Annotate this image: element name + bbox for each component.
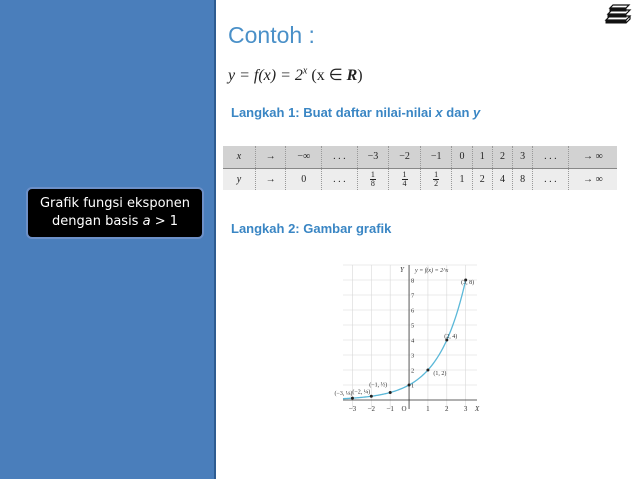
table-cell: 2 [472, 168, 492, 190]
x-tick-label: −2 [367, 405, 376, 413]
table-cell: −∞ [286, 146, 322, 168]
table-cell: 0 [286, 168, 322, 190]
data-point [426, 369, 429, 372]
x-tick-label: O [401, 405, 407, 413]
formula-lhs: y = f(x) = 2 [228, 67, 303, 84]
topic-line-2-pre: dengan basis [52, 214, 143, 229]
data-point-label: (1, 2) [433, 371, 447, 377]
topic-basis-var: a [142, 214, 151, 229]
fraction [433, 171, 439, 188]
x-values-row [223, 146, 617, 168]
fraction [370, 171, 376, 188]
table-cell: −2 [389, 146, 421, 168]
table-cell: → ∞ [568, 146, 617, 168]
y-tick-label: 2 [411, 367, 415, 375]
step-1-text: Langkah 1: Buat daftar nilai-nilai [231, 105, 436, 120]
table-cell: . . . [533, 146, 568, 168]
table-cell: −3 [357, 146, 389, 168]
step-1-var-y: y [473, 105, 481, 120]
fraction-denominator: 8 [370, 178, 375, 188]
step-1-heading [231, 105, 480, 120]
values-table [223, 146, 617, 190]
fraction-numerator: 1 [434, 169, 439, 179]
table-cell: 8 [513, 168, 533, 190]
data-point-label: (−3, ⅛) [334, 391, 353, 398]
formula-exponent: x [302, 65, 308, 77]
formula-rhs: (x ∈ [307, 67, 347, 84]
step-1-var-x: x [435, 105, 443, 120]
table-cell: 1 [472, 146, 492, 168]
sidebar-panel [0, 0, 216, 479]
fraction-denominator: 2 [434, 178, 439, 188]
table-cell: 1 [452, 168, 472, 190]
topic-line-2-post: > 1 [150, 214, 178, 229]
table-cell: 2 [492, 146, 512, 168]
fraction-denominator: 4 [402, 178, 407, 188]
y-tick-label: 8 [411, 277, 415, 285]
table-cell: → ∞ [568, 168, 617, 190]
fraction-numerator: 1 [370, 169, 375, 179]
step-1-mid: dan [442, 105, 473, 120]
y-tick-label: 5 [411, 322, 415, 330]
table-cell: 3 [513, 146, 533, 168]
data-point-label: (2, 4) [444, 334, 458, 340]
table-cell: . . . [322, 168, 357, 190]
data-point-label: (3, 8) [461, 280, 475, 286]
topic-line-2 [28, 213, 202, 231]
table-cell: −1 [420, 146, 452, 168]
topic-line-1: Grafik fungsi eksponen [39, 196, 191, 211]
step-2-heading: Langkah 2: Gambar grafik [231, 221, 392, 236]
y-tick-label: 3 [411, 352, 415, 360]
data-point [389, 391, 392, 394]
x-tick-label: 3 [463, 405, 468, 413]
data-point-label: (−1, ½) [369, 382, 388, 389]
fraction [402, 171, 408, 188]
curve-title-label: y = f(x) = 2^x [415, 268, 449, 274]
table-cell-fraction [420, 168, 452, 190]
topic-box[interactable] [26, 187, 204, 239]
x-tick-label: 2 [445, 405, 449, 413]
x-axis-label: X [475, 405, 480, 413]
fraction-numerator: 1 [402, 169, 407, 179]
y-tick-label: 4 [411, 337, 415, 345]
table-cell: . . . [322, 146, 357, 168]
y-tick-label: 6 [411, 307, 415, 315]
formula-close: ) [357, 67, 363, 84]
table-cell: 0 [452, 146, 472, 168]
y-values-row [223, 168, 617, 190]
table-cell: y [223, 168, 256, 190]
x-tick-label: −3 [348, 405, 357, 413]
table-cell: 4 [492, 168, 512, 190]
x-tick-label: −1 [386, 405, 394, 413]
book-stack-logo-icon [604, 4, 632, 26]
y-axis-label: Y [400, 266, 404, 274]
y-tick-label: 7 [411, 292, 415, 300]
table-cell: . . . [533, 168, 568, 190]
data-point [408, 384, 411, 387]
slide-title: Contoh : [228, 22, 315, 48]
table-cell: → [256, 146, 286, 168]
formula-set: R [346, 67, 358, 84]
table-cell-fraction [357, 168, 389, 190]
function-formula [228, 65, 363, 85]
exponential-graph [334, 261, 483, 421]
y-tick-label: 1 [411, 382, 415, 390]
table-cell: x [223, 146, 256, 168]
table-cell: → [256, 168, 286, 190]
table-cell-fraction [389, 168, 421, 190]
data-point-label: (−2, ¼) [352, 389, 371, 396]
x-tick-label: 1 [426, 405, 430, 413]
